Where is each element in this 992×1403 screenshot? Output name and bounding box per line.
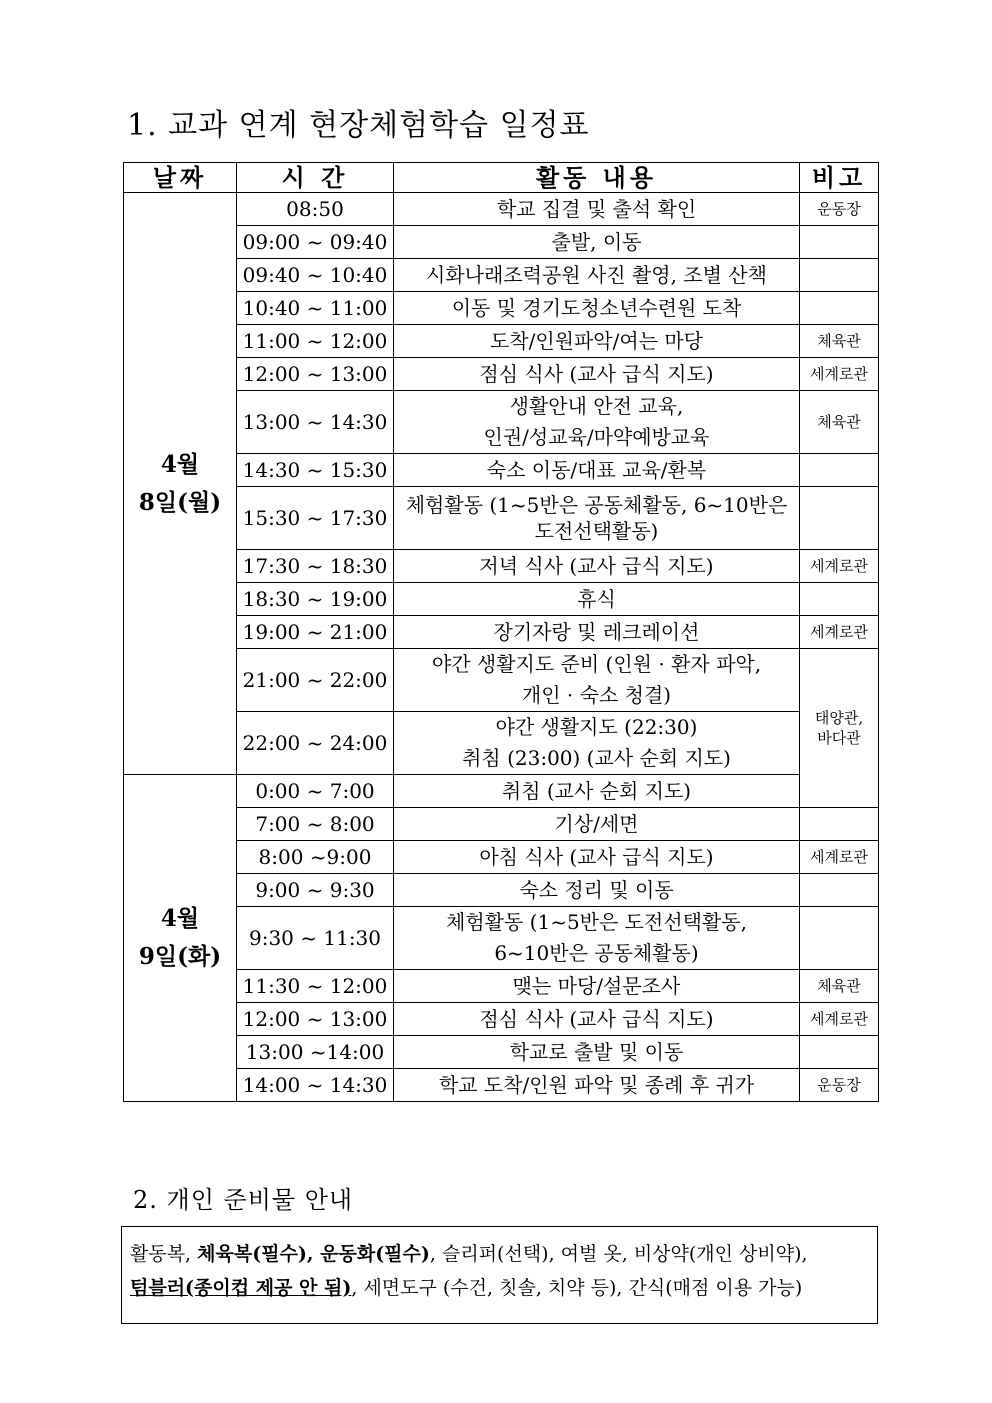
time-cell: 22:00 ~ 24:00	[237, 712, 394, 775]
activity-cell: 학교 집결 및 출석 확인	[394, 193, 800, 226]
table-row	[124, 325, 879, 358]
table-row	[124, 1003, 879, 1036]
table-row	[124, 259, 879, 292]
time-cell: 19:00 ~ 21:00	[237, 616, 394, 649]
time-cell: 15:30 ~ 17:30	[237, 487, 394, 550]
time-cell: 09:00 ~ 09:40	[237, 226, 394, 259]
activity-cell: 이동 및 경기도청소년수련원 도착	[394, 292, 800, 325]
prep-text: , 세면도구 (수건, 칫솔, 치약 등), 간식(매점 이용 가능)	[351, 1277, 803, 1299]
time-cell: 21:00 ~ 22:00	[237, 649, 394, 712]
note-cell: 세계로관	[800, 1003, 879, 1036]
activity-cell: 아침 식사 (교사 급식 지도)	[394, 841, 800, 874]
note-cell	[800, 583, 879, 616]
note-cell	[800, 487, 879, 550]
table-row	[124, 649, 879, 712]
activity-cell: 숙소 정리 및 이동	[394, 874, 800, 907]
activity-cell: 도착/인원파악/여는 마당	[394, 325, 800, 358]
schedule-table	[123, 162, 879, 1102]
activity-cell: 저녁 식사 (교사 급식 지도)	[394, 550, 800, 583]
date-cell-day2: 4월 9일(화)	[124, 775, 237, 1102]
time-cell: 9:30 ~ 11:30	[237, 907, 394, 970]
activity-cell: 체험활동 (1~5반은 도전선택활동, 6~10반은 공동체활동)	[394, 907, 800, 970]
activity-cell: 취침 (교사 순회 지도)	[394, 775, 800, 808]
header-activity: 활동 내용	[394, 163, 800, 193]
note-cell: 체육관	[800, 391, 879, 454]
activity-cell: 숙소 이동/대표 교육/환복	[394, 454, 800, 487]
table-row	[124, 487, 879, 550]
note-cell	[800, 808, 879, 841]
activity-cell: 시화나래조력공원 사진 촬영, 조별 산책	[394, 259, 800, 292]
prep-required: 체육복(필수), 운동화(필수)	[197, 1243, 430, 1265]
note-cell: 체육관	[800, 970, 879, 1003]
table-header-row	[124, 163, 879, 193]
note-cell: 세계로관	[800, 550, 879, 583]
table-row	[124, 550, 879, 583]
table-row	[124, 874, 879, 907]
time-cell: 7:00 ~ 8:00	[237, 808, 394, 841]
note-cell: 세계로관	[800, 358, 879, 391]
note-cell	[800, 292, 879, 325]
activity-cell: 휴식	[394, 583, 800, 616]
table-row	[124, 1069, 879, 1102]
activity-cell: 점심 식사 (교사 급식 지도)	[394, 358, 800, 391]
time-cell: 14:30 ~ 15:30	[237, 454, 394, 487]
activity-cell: 출발, 이동	[394, 226, 800, 259]
table-row	[124, 841, 879, 874]
table-row	[124, 907, 879, 970]
activity-cell: 야간 생활지도 (22:30) 취침 (23:00) (교사 순회 지도)	[394, 712, 800, 775]
activity-cell: 체험활동 (1~5반은 공동체활동, 6~10반은 도전선택활동)	[394, 487, 800, 550]
table-row	[124, 583, 879, 616]
time-cell: 11:00 ~ 12:00	[237, 325, 394, 358]
table-row	[124, 616, 879, 649]
note-cell: 세계로관	[800, 616, 879, 649]
note-cell	[800, 1036, 879, 1069]
note-cell: 세계로관	[800, 841, 879, 874]
time-cell: 09:40 ~ 10:40	[237, 259, 394, 292]
activity-cell: 야간 생활지도 준비 (인원 · 환자 파악, 개인 · 숙소 청결)	[394, 649, 800, 712]
time-cell: 9:00 ~ 9:30	[237, 874, 394, 907]
note-cell: 운동장	[800, 1069, 879, 1102]
header-note: 비고	[800, 163, 879, 193]
note-cell	[800, 259, 879, 292]
activity-cell: 생활안내 안전 교육, 인권/성교육/마약예방교육	[394, 391, 800, 454]
table-row	[124, 193, 879, 226]
table-row	[124, 226, 879, 259]
time-cell: 17:30 ~ 18:30	[237, 550, 394, 583]
prep-text: 활동복,	[130, 1243, 198, 1265]
note-cell	[800, 907, 879, 970]
table-row	[124, 358, 879, 391]
note-cell	[800, 874, 879, 907]
note-cell	[800, 454, 879, 487]
time-cell: 13:00 ~ 14:30	[237, 391, 394, 454]
time-cell: 08:50	[237, 193, 394, 226]
table-row	[124, 292, 879, 325]
time-cell: 0:00 ~ 7:00	[237, 775, 394, 808]
time-cell: 12:00 ~ 13:00	[237, 358, 394, 391]
prep-tumbler: 텀블러(종이컵 제공 안 됨)	[130, 1277, 352, 1299]
note-cell: 체육관	[800, 325, 879, 358]
activity-cell: 맺는 마당/설문조사	[394, 970, 800, 1003]
table-row	[124, 1036, 879, 1069]
table-row	[124, 775, 879, 808]
note-cell	[800, 226, 879, 259]
header-date: 날짜	[124, 163, 237, 193]
preparation-box	[121, 1226, 878, 1324]
activity-cell: 기상/세면	[394, 808, 800, 841]
time-cell: 14:00 ~ 14:30	[237, 1069, 394, 1102]
prep-text: , 슬리퍼(선택), 여벌 옷, 비상약(개인 상비약),	[429, 1243, 808, 1265]
page-title: 1. 교과 연계 현장체험학습 일정표	[127, 108, 590, 143]
date-cell-day1: 4월 8일(월)	[124, 193, 237, 775]
time-cell: 18:30 ~ 19:00	[237, 583, 394, 616]
note-cell: 운동장	[800, 193, 879, 226]
activity-cell: 장기자랑 및 레크레이션	[394, 616, 800, 649]
table-row	[124, 970, 879, 1003]
table-row	[124, 712, 879, 775]
time-cell: 11:30 ~ 12:00	[237, 970, 394, 1003]
time-cell: 8:00 ~9:00	[237, 841, 394, 874]
activity-cell: 학교로 출발 및 이동	[394, 1036, 800, 1069]
table-row	[124, 808, 879, 841]
section2-title: 2. 개인 준비물 안내	[133, 1186, 354, 1214]
activity-cell: 학교 도착/인원 파악 및 종례 후 귀가	[394, 1069, 800, 1102]
header-time: 시 간	[237, 163, 394, 193]
table-row	[124, 391, 879, 454]
table-row	[124, 454, 879, 487]
activity-cell: 점심 식사 (교사 급식 지도)	[394, 1003, 800, 1036]
note-cell-merged: 태양관, 바다관	[800, 649, 879, 808]
time-cell: 12:00 ~ 13:00	[237, 1003, 394, 1036]
time-cell: 13:00 ~14:00	[237, 1036, 394, 1069]
time-cell: 10:40 ~ 11:00	[237, 292, 394, 325]
